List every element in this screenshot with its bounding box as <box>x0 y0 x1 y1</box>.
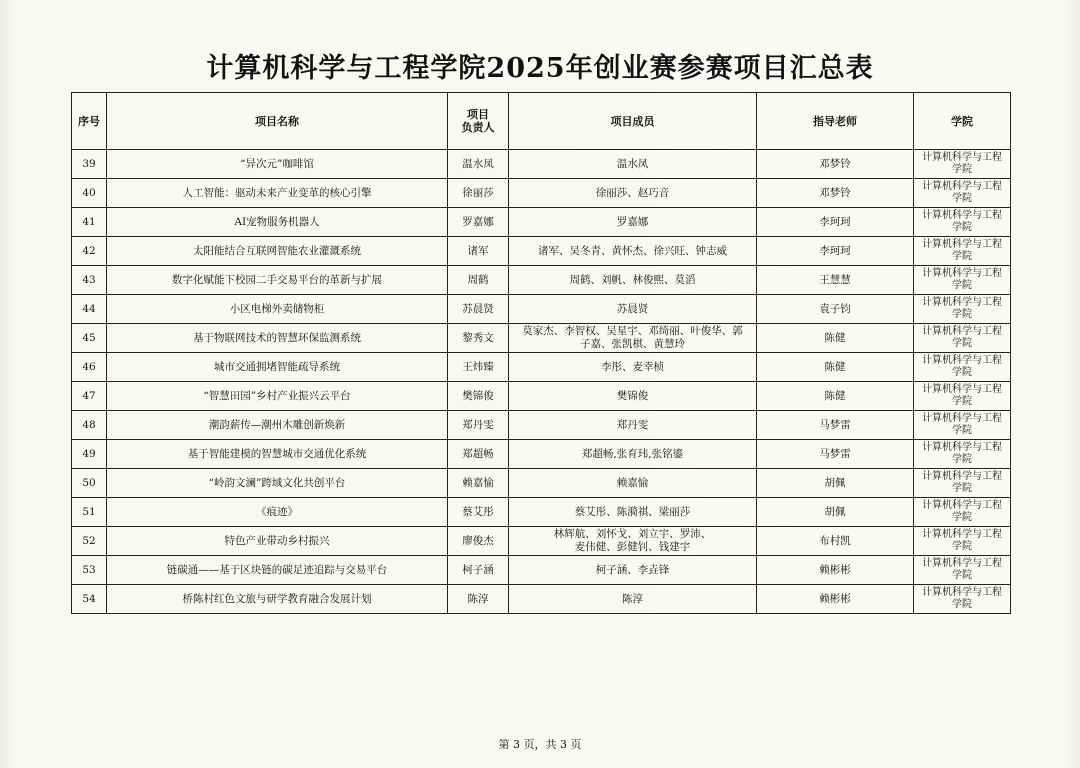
cell-project-members: 赖嘉愉 <box>509 469 757 498</box>
cell-project-name: 桥陈村红色文旅与研学教育融合发展计划 <box>107 585 448 614</box>
cell-no: 42 <box>72 237 107 266</box>
cell-no: 47 <box>72 382 107 411</box>
cell-project-members: 温水凤 <box>509 150 757 179</box>
cell-school: 计算机科学与工程 学院 <box>914 353 1011 382</box>
cell-school: 计算机科学与工程 学院 <box>914 179 1011 208</box>
cell-project-members: 诸军、吴冬青、黄怀杰、徐兴旺、钟志威 <box>509 237 757 266</box>
cell-project-members: 莫家杰、李智权、吴星宇、邓绮丽、叶俊华、郭 子嘉、张凯棋、黄慧玲 <box>509 324 757 353</box>
cell-school: 计算机科学与工程 学院 <box>914 324 1011 353</box>
cell-project-lead: 苏晨贤 <box>448 295 509 324</box>
cell-project-name: 潮韵薪传—潮州木雕创新焕新 <box>107 411 448 440</box>
cell-project-lead: 蔡艾彤 <box>448 498 509 527</box>
cell-advisor: 袁子钧 <box>757 295 914 324</box>
cell-project-lead: 郑超畅 <box>448 440 509 469</box>
header-project-lead: 项目 负责人 <box>448 93 509 150</box>
project-summary-table <box>71 92 1011 614</box>
header-project-members: 项目成员 <box>509 93 757 150</box>
cell-project-members: 蔡艾彤、陈漪祺、梁丽莎 <box>509 498 757 527</box>
cell-project-members: 苏晨贤 <box>509 295 757 324</box>
header-school: 学院 <box>914 93 1011 150</box>
cell-advisor: 李珂珂 <box>757 208 914 237</box>
cell-project-members: 林辉航、刘怀戈、刘立宇、罗沛、 麦伟健、彭健钊、钱建宇 <box>509 527 757 556</box>
cell-no: 48 <box>72 411 107 440</box>
cell-school: 计算机科学与工程 学院 <box>914 208 1011 237</box>
cell-advisor: 胡佩 <box>757 498 914 527</box>
cell-project-name: 太阳能结合互联网智能农业灌溉系统 <box>107 237 448 266</box>
cell-project-name: “智慧田园”乡村产业振兴云平台 <box>107 382 448 411</box>
cell-project-name: 链碳通——基于区块链的碳足迹追踪与交易平台 <box>107 556 448 585</box>
cell-advisor: 邓梦铃 <box>757 179 914 208</box>
table-row <box>72 179 1011 208</box>
cell-project-lead: 周鹤 <box>448 266 509 295</box>
cell-project-members: 李彤、麦幸桢 <box>509 353 757 382</box>
cell-advisor: 王慧慧 <box>757 266 914 295</box>
table-row <box>72 556 1011 585</box>
cell-project-name: 城市交通拥堵智能疏导系统 <box>107 353 448 382</box>
cell-project-lead: 赖嘉愉 <box>448 469 509 498</box>
page-title: 计算机科学与工程学院2025年创业赛参赛项目汇总表 <box>206 53 874 84</box>
cell-advisor: 陈健 <box>757 324 914 353</box>
table-row <box>72 324 1011 353</box>
cell-project-members: 陈淳 <box>509 585 757 614</box>
cell-project-name: 基于智能建模的智慧城市交通优化系统 <box>107 440 448 469</box>
cell-school: 计算机科学与工程 学院 <box>914 237 1011 266</box>
cell-project-lead: 诸军 <box>448 237 509 266</box>
cell-project-lead: 樊锦俊 <box>448 382 509 411</box>
table-row <box>72 469 1011 498</box>
cell-project-lead: 郑丹雯 <box>448 411 509 440</box>
cell-no: 49 <box>72 440 107 469</box>
cell-project-lead: 王炜臻 <box>448 353 509 382</box>
cell-project-name: 特色产业带动乡村振兴 <box>107 527 448 556</box>
table-row <box>72 266 1011 295</box>
cell-no: 51 <box>72 498 107 527</box>
cell-project-members: 樊锦俊 <box>509 382 757 411</box>
table-row <box>72 237 1011 266</box>
cell-advisor: 胡佩 <box>757 469 914 498</box>
cell-no: 46 <box>72 353 107 382</box>
header-no: 序号 <box>72 93 107 150</box>
cell-no: 41 <box>72 208 107 237</box>
cell-project-members: 郑超畅,张育玮,张铭鎏 <box>509 440 757 469</box>
table-row <box>72 295 1011 324</box>
cell-school: 计算机科学与工程 学院 <box>914 266 1011 295</box>
cell-no: 39 <box>72 150 107 179</box>
cell-no: 44 <box>72 295 107 324</box>
table-row <box>72 585 1011 614</box>
cell-school: 计算机科学与工程 学院 <box>914 527 1011 556</box>
cell-project-name: “岭韵文澜”跨域文化共创平台 <box>107 469 448 498</box>
cell-project-members: 罗嘉娜 <box>509 208 757 237</box>
cell-advisor: 陈健 <box>757 353 914 382</box>
cell-project-lead: 柯子涵 <box>448 556 509 585</box>
cell-school: 计算机科学与工程 学院 <box>914 411 1011 440</box>
cell-school: 计算机科学与工程 学院 <box>914 295 1011 324</box>
cell-no: 52 <box>72 527 107 556</box>
cell-project-name: “异次元”咖啡馆 <box>107 150 448 179</box>
cell-project-name: 小区电梯外卖储物柜 <box>107 295 448 324</box>
table-row <box>72 150 1011 179</box>
table-header-row <box>72 93 1011 150</box>
cell-school: 计算机科学与工程 学院 <box>914 440 1011 469</box>
cell-project-name: 人工智能：驱动未来产业变革的核心引擎 <box>107 179 448 208</box>
cell-school: 计算机科学与工程 学院 <box>914 498 1011 527</box>
cell-advisor: 赖彬彬 <box>757 585 914 614</box>
cell-project-name: 数字化赋能下校园二手交易平台的革新与扩展 <box>107 266 448 295</box>
cell-no: 40 <box>72 179 107 208</box>
cell-project-members: 郑丹雯 <box>509 411 757 440</box>
cell-project-lead: 陈淳 <box>448 585 509 614</box>
page-number: 第 3 页，共 3 页 <box>498 738 582 751</box>
cell-no: 54 <box>72 585 107 614</box>
cell-project-name: 《痕迹》 <box>107 498 448 527</box>
table-row <box>72 353 1011 382</box>
table-row <box>72 498 1011 527</box>
cell-project-members: 柯子涵、李垚锋 <box>509 556 757 585</box>
cell-advisor: 马梦雷 <box>757 440 914 469</box>
cell-school: 计算机科学与工程 学院 <box>914 382 1011 411</box>
cell-advisor: 赖彬彬 <box>757 556 914 585</box>
cell-no: 53 <box>72 556 107 585</box>
cell-school: 计算机科学与工程 学院 <box>914 556 1011 585</box>
table-row <box>72 382 1011 411</box>
cell-school: 计算机科学与工程 学院 <box>914 469 1011 498</box>
cell-project-name: AI宠物服务机器人 <box>107 208 448 237</box>
cell-advisor: 陈健 <box>757 382 914 411</box>
table-row <box>72 440 1011 469</box>
cell-advisor: 李珂珂 <box>757 237 914 266</box>
cell-advisor: 布村凯 <box>757 527 914 556</box>
table-row <box>72 208 1011 237</box>
table-row <box>72 411 1011 440</box>
cell-no: 45 <box>72 324 107 353</box>
cell-school: 计算机科学与工程 学院 <box>914 150 1011 179</box>
cell-no: 50 <box>72 469 107 498</box>
header-project-name: 项目名称 <box>107 93 448 150</box>
cell-advisor: 邓梦铃 <box>757 150 914 179</box>
cell-project-lead: 黎秀文 <box>448 324 509 353</box>
table-body <box>72 150 1011 614</box>
cell-school: 计算机科学与工程 学院 <box>914 585 1011 614</box>
header-advisor: 指导老师 <box>757 93 914 150</box>
cell-project-lead: 温水凤 <box>448 150 509 179</box>
cell-project-name: 基于物联网技术的智慧环保监测系统 <box>107 324 448 353</box>
cell-project-members: 徐丽莎、赵巧音 <box>509 179 757 208</box>
cell-no: 43 <box>72 266 107 295</box>
cell-project-lead: 罗嘉娜 <box>448 208 509 237</box>
table-row <box>72 527 1011 556</box>
cell-project-lead: 廖俊杰 <box>448 527 509 556</box>
cell-project-members: 周鹤、刘帆、林俊熙、莫滔 <box>509 266 757 295</box>
cell-project-lead: 徐丽莎 <box>448 179 509 208</box>
cell-advisor: 马梦雷 <box>757 411 914 440</box>
